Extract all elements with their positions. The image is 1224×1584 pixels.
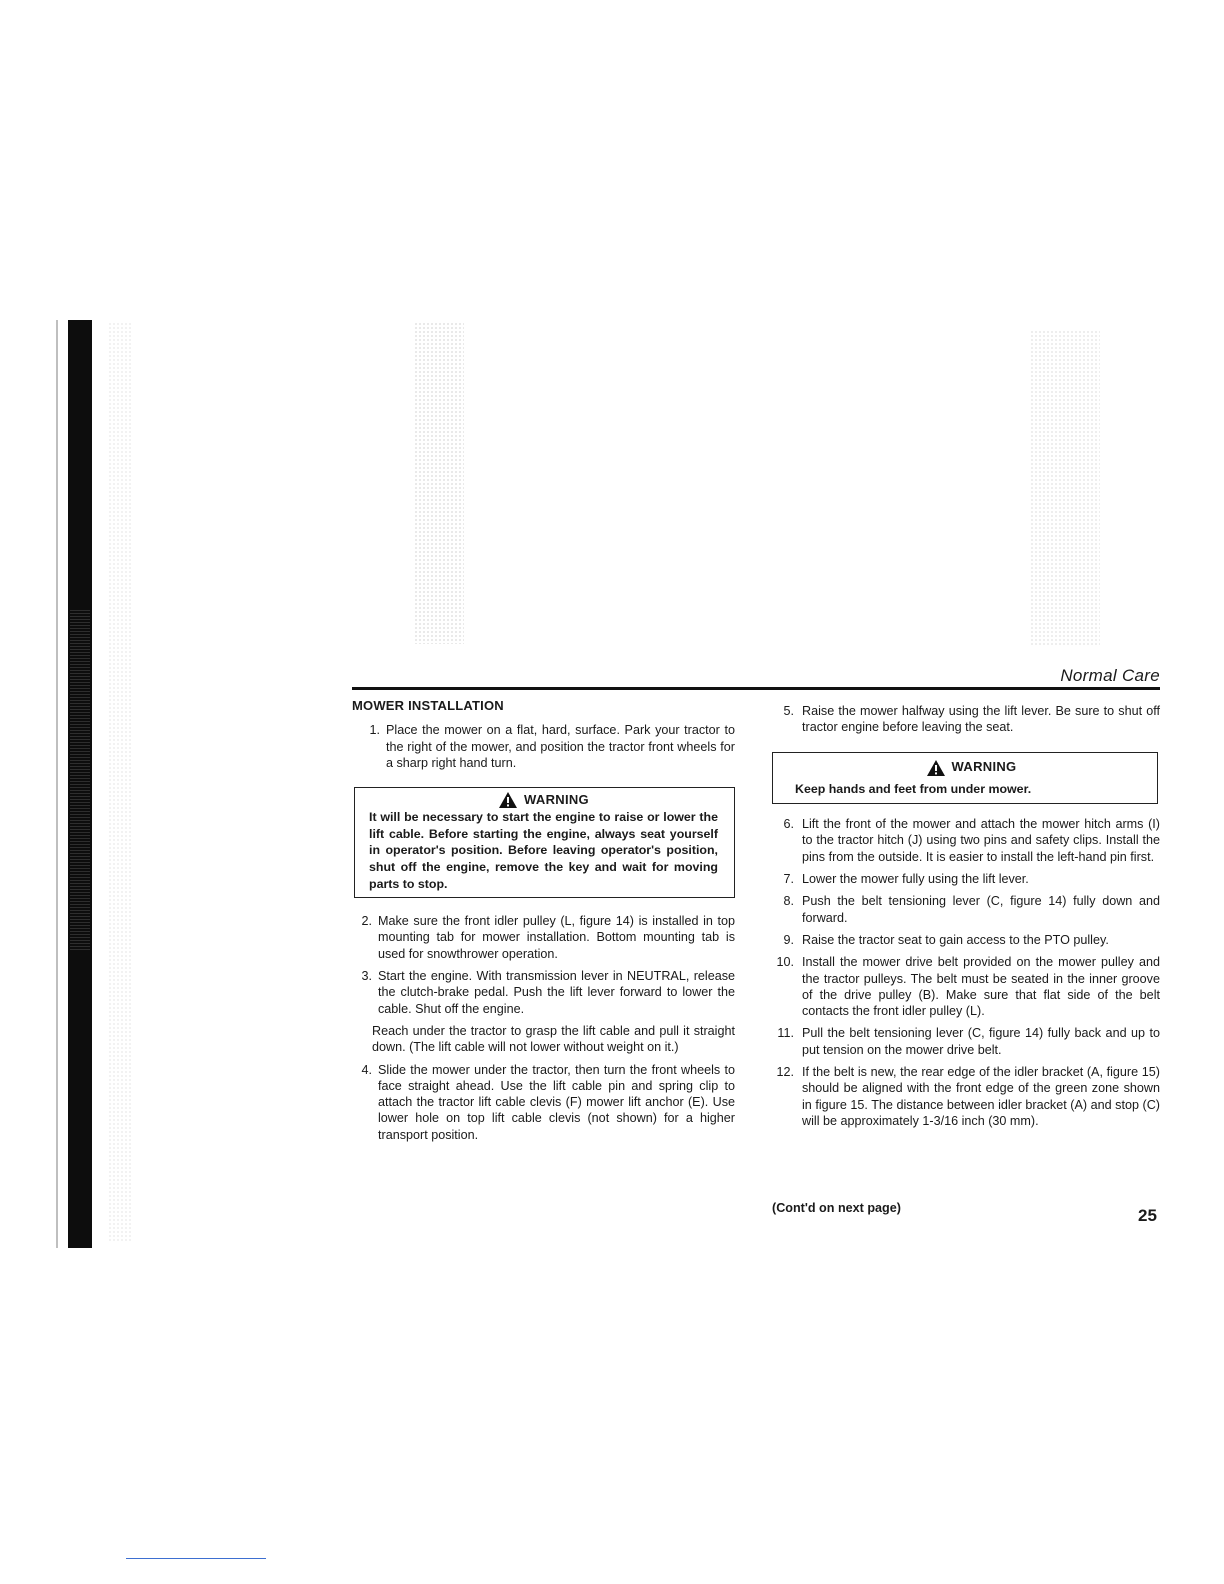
step-9: [772, 932, 1160, 948]
step-number: 12.: [776, 1065, 794, 1080]
step-2: [352, 913, 735, 962]
step-number: 10.: [776, 955, 794, 970]
step-number: 5.: [783, 704, 794, 718]
scan-speckle: [108, 322, 132, 1242]
warning-heading: [369, 791, 718, 809]
step-10: [772, 954, 1160, 1019]
warning-box: [354, 787, 735, 898]
right-column: [772, 703, 1160, 1129]
step-text: Raise the tractor seat to gain access to the PTO pulley.: [802, 932, 1109, 947]
warning-text: It will be necessary to start the engine to raise or lower the lift cable. Before starting the engine, always seat yourself in operator's position. Before leaving operator's position, shut off the engine, remove the key and wait for moving parts to stop.: [369, 810, 718, 891]
warning-title: WARNING: [524, 791, 589, 807]
step-text: Raise the mower halfway using the lift lever. Be sure to shut off tractor engine before leaving the seat.: [802, 704, 1160, 735]
step-text: Make sure the front idler pulley (L, figure 14) is installed in top mounting tab for mower installation. Bottom mounting tab is used for snowthrower operation.: [378, 914, 735, 961]
scan-speckle: [414, 322, 464, 644]
step-text: Pull the belt tensioning lever (C, figure 14) fully back and up to put tension on the mower drive belt.: [802, 1026, 1160, 1057]
scan-speckle: [1030, 330, 1100, 646]
step-5: [772, 703, 1160, 736]
section-heading: MOWER INSTALLATION: [352, 698, 504, 713]
step-7: [772, 871, 1160, 887]
step-12: [772, 1064, 1160, 1129]
step-text: Slide the mower under the tractor, then turn the front wheels to face straight ahead. Use the lift cable pin and spring clip to attach the tractor lift cable clevis (F) mower lift anchor (E). Use lower hole on top lift cable clevis (not shown) for a higher transport position.: [378, 1062, 735, 1142]
step-text: Install the mower drive belt provided on the mower pulley and the tractor pulleys. The belt must be seated in the inner groove of the drive pulley (B). Make sure that flat side of the belt contacts the front idler pulley (L).: [802, 955, 1160, 1019]
warning-triangle-icon: [926, 759, 946, 777]
step-number: 1.: [369, 723, 380, 738]
scan-binding-shadow: [68, 320, 92, 1248]
step-3: [352, 968, 735, 1017]
footer-divider: [126, 1558, 266, 1559]
step-1: [352, 722, 735, 771]
page-number: 25: [1138, 1206, 1157, 1225]
step-number: 6.: [783, 817, 794, 832]
step-number: 2.: [361, 914, 372, 929]
step-text: If the belt is new, the rear edge of the idler bracket (A, figure 15) should be aligned with the front edge of the green zone shown in figure 15. The distance between idler bracket (A) and stop (C) will be approximately 1-3/16 inch (30 mm).: [802, 1065, 1160, 1128]
step-number: 3.: [361, 969, 372, 984]
step-number: 11.: [777, 1026, 794, 1041]
step-4: [352, 1062, 735, 1143]
step-8: [772, 893, 1160, 926]
continued-note: (Cont'd on next page): [772, 1201, 901, 1215]
left-column: [352, 698, 735, 1143]
step-11: [772, 1025, 1160, 1058]
warning-box: [772, 752, 1158, 805]
step-text: Place the mower on a flat, hard, surface. Park your tractor to the right of the mower, and position the tractor front wheels for a sharp right hand turn.: [386, 723, 735, 770]
warning-triangle-icon: [498, 791, 518, 809]
header-rule: [352, 687, 1160, 690]
step-text: Lower the mower fully using the lift lever.: [802, 872, 1029, 887]
step-text: Lift the front of the mower and attach the mower hitch arms (I) to the tractor hitch (J) using two pins and safety clips. Install the pins from the outside. It is easier to install the left-hand pin first.: [802, 817, 1160, 864]
warning-heading: [795, 759, 1147, 777]
step-text: Push the belt tensioning lever (C, figure 14) fully down and forward.: [802, 894, 1160, 925]
step-number: 7.: [783, 872, 794, 887]
section-title: Normal Care: [1060, 666, 1160, 685]
step-text: Start the engine. With transmission lever in NEUTRAL, release the clutch-brake pedal. Push the lift lever forward to lower the cable. Shut off the engine.: [378, 969, 735, 1016]
step-number: 9.: [783, 932, 794, 947]
step-3-note: Reach under the tractor to grasp the lift cable and pull it straight down. (The lift cable will not lower without weight on it.): [372, 1023, 735, 1055]
warning-title: WARNING: [951, 759, 1017, 775]
step-number: 4.: [361, 1062, 372, 1077]
warning-text: Keep hands and feet from under mower.: [795, 781, 1032, 796]
scan-binding-edge: [56, 320, 58, 1248]
step-6: [772, 816, 1160, 865]
step-number: 8.: [783, 894, 794, 909]
